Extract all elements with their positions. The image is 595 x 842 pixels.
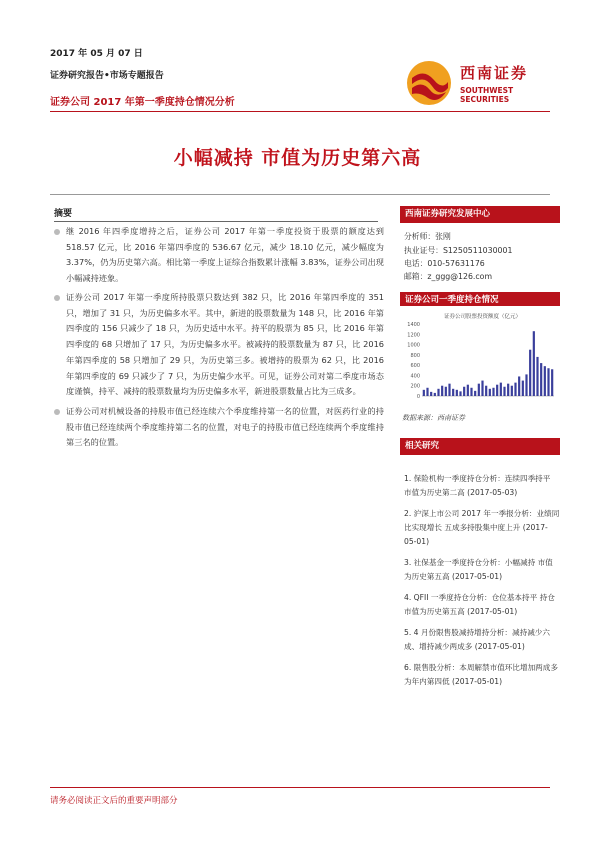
chart-bar <box>507 384 509 396</box>
chart-bar <box>467 385 469 396</box>
chart-bar <box>448 384 450 396</box>
summary-divider <box>54 221 378 222</box>
analyst-box-heading: 西南证券研究发展中心 <box>400 206 560 223</box>
report-date: 2017 年 05 月 07 日 <box>50 49 143 59</box>
related-item[interactable]: 4. QFII 一季度持仓分析：仓位基本持平 持仓市值为历史第五高 (2017-05-01) <box>404 593 555 616</box>
related-heading: 相关研究 <box>400 438 560 455</box>
y-tick-label: 200 <box>410 383 420 390</box>
chart-bar <box>540 363 542 396</box>
logo-text-cn: 西南证券 <box>460 64 529 82</box>
chart-bar <box>437 389 439 396</box>
bullet-icon <box>54 229 60 235</box>
related-item[interactable]: 6. 限售股分析：本周解禁市值环比增加两成多 为年内第四低 (2017-05-01) <box>404 663 558 686</box>
chart-bar <box>511 386 513 396</box>
analyst-phone: 电话：010-57631176 <box>404 259 485 268</box>
chart-bar <box>478 384 480 396</box>
y-tick-label: 800 <box>410 352 420 359</box>
y-tick-label: 1400 <box>407 322 420 328</box>
chart-bar <box>547 368 549 396</box>
chart-bar <box>430 392 432 396</box>
page-title: 小幅减持 市值为历史第六高 <box>173 147 422 169</box>
chart-bar <box>503 387 505 396</box>
summary-paragraph <box>66 224 384 287</box>
related-item[interactable]: 1. 保险机构一季度持仓分析：连续四季持平 市值为历史第二高 (2017-05-03) <box>404 474 551 497</box>
chart-bar <box>474 391 476 396</box>
chart-bar <box>456 390 458 396</box>
chart-bar <box>485 386 487 396</box>
chart-title: 证券公司股票投资额度（亿元） <box>444 314 522 320</box>
related-item[interactable]: 5. 4 月份限售股减持增持分析：减持减少六成、增持减少两成多 (2017-05-01) <box>404 628 550 651</box>
chart-bar <box>434 393 436 396</box>
chart-bar <box>470 388 472 396</box>
chart-bar <box>518 376 520 396</box>
report-subtitle: 证券公司 2017 年第一季度持仓情况分析 <box>50 97 235 108</box>
chart-bar <box>459 391 461 396</box>
chart-box-heading: 证券公司一季度持仓情况 <box>400 292 560 309</box>
chart-bar <box>522 381 524 396</box>
chart-source: 数据来源：西南证券 <box>402 414 465 422</box>
chart-bar <box>496 385 498 396</box>
chart-bar <box>463 387 465 396</box>
chart-bar <box>544 366 546 396</box>
analyst-license: 执业证号：S1250511030001 <box>404 246 513 255</box>
chart-bar <box>441 386 443 396</box>
related-item[interactable]: 3. 社保基金一季度持仓分析：小幅减持 市值为历史第五高 (2017-05-01) <box>404 558 553 581</box>
summary-paragraph <box>66 290 384 400</box>
chart-bar <box>536 357 538 396</box>
chart-bar <box>445 387 447 396</box>
analyst-email[interactable]: 邮箱：z_ggg@126.com <box>404 272 493 281</box>
chart-bar <box>492 388 494 396</box>
logo-text-en: SOUTHWEST SECURITIES <box>460 86 514 104</box>
header-divider <box>50 111 550 112</box>
chart-bar <box>481 381 483 396</box>
chart-bar <box>551 369 553 396</box>
chart-svg <box>400 306 560 404</box>
report-category: 证券研究报告•市场专题报告 <box>50 71 164 81</box>
y-tick-label: 1000 <box>407 342 420 349</box>
chart-bar <box>533 331 535 396</box>
chart-bar <box>525 374 527 396</box>
y-tick-label: 0 <box>416 394 420 400</box>
chart-bar <box>514 383 516 396</box>
summary-text: 继 2016 年四季度增持之后，证券公司 2017 年第一季度投资于股票的额度达到 518.57 亿元，比 2016 年第四季度的 536.67 亿元，减少 18.10 亿元，减少幅度为 3.37%，仍为历史第六高。相比第一季度上证综合指数累计涨幅 3.83%，证券公司出现小幅减持迹象。 <box>66 226 384 284</box>
chart-bar <box>489 389 491 396</box>
holdings-chart <box>400 306 560 404</box>
chart-bar <box>500 383 502 396</box>
analyst-name: 分析师：张刚 <box>404 232 451 241</box>
y-tick-label: 600 <box>410 363 420 370</box>
chart-bar <box>423 390 425 396</box>
related-list <box>404 472 560 696</box>
summary-text: 证券公司 2017 年第一季度所持股票只数达到 382 只，比 2016 年第四季度的 351 只，增加了 31 只，为历史偏多水平。其中，新进的股票数量为 148 只，比 2016 年第四季度的 156 只减少了 18 只，为历史适中水平。持平的股票为 85 只，比 2016 年第四季度的 68 只增加了 17 只，为历史偏多水平。被减持的股票数量为 87 只，比 2016 年第四季度的 58 只增加了 29 只，为历史第三多。被增持的股票为 62 只，比 2016 年第四季度的 69 只减少了 7 只，为历史偏少水平。可见，证券公司对第二季度市场态度谨慎，持平、减持的股票数量均为历史偏多水平，新进股票数量占比为三成多。 <box>66 292 384 397</box>
y-tick-label: 1200 <box>407 332 420 339</box>
chart-bar <box>426 388 428 396</box>
footer-divider <box>50 787 550 788</box>
footer-disclaimer: 请务必阅读正文后的重要声明部分 <box>50 796 178 806</box>
summary-heading: 摘要 <box>54 209 73 219</box>
summary-text: 证券公司对机械设备的持股市值已经连续六个季度维持第一名的位置，对医药行业的持股市值已经连续两个季度维持第二名的位置，对电子的持股市值已经连续两个季度维持第三名的位置。 <box>66 406 384 448</box>
related-item[interactable]: 2. 沪深上市公司 2017 年一季报分析：业绩同比实现增长 五成多持股集中度上升 (2017-05-01) <box>404 509 560 546</box>
chart-bar <box>452 389 454 396</box>
bullet-icon <box>54 409 60 415</box>
chart-bar <box>529 350 531 396</box>
summary-paragraph <box>66 404 384 451</box>
logo-mark-icon <box>404 58 454 108</box>
bullet-icon <box>54 295 60 301</box>
company-logo <box>404 56 564 110</box>
y-tick-label: 400 <box>410 373 420 380</box>
title-divider <box>50 194 550 195</box>
